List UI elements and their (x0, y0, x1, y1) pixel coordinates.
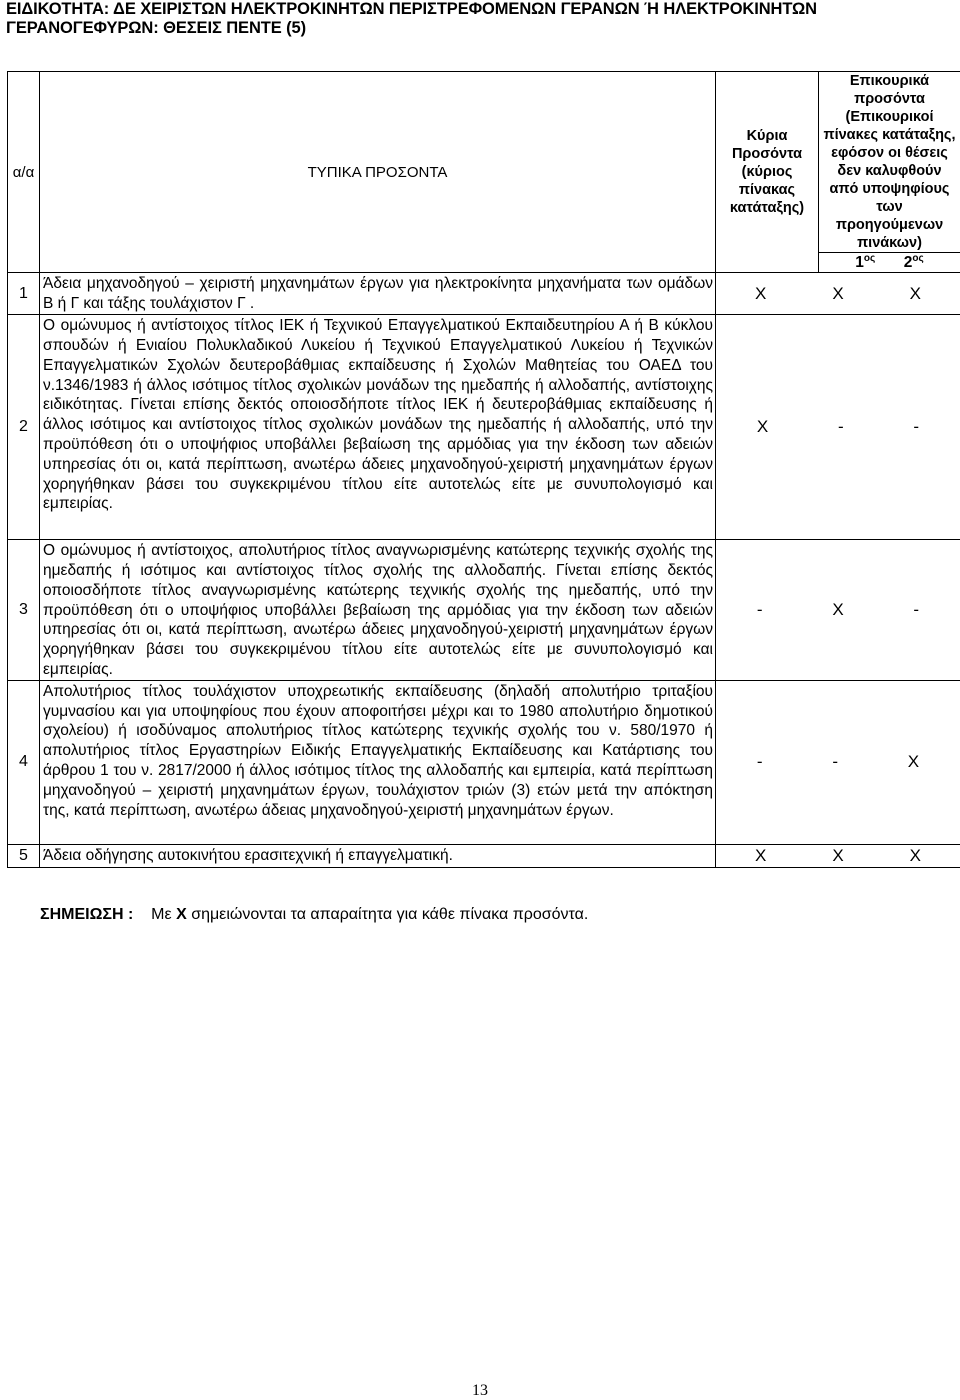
row-marks (716, 540, 960, 681)
row-text: Άδεια μηχανοδηγού – χειριστή μηχανημάτων έργων για ηλεκτροκίνητα μηχανήματα των ομάδων Β ή Γ και τάξης τουλάχιστον Γ . (40, 273, 716, 315)
note (40, 906, 588, 924)
row-number: 5 (8, 844, 40, 867)
page-number: 13 (472, 1382, 488, 1399)
mark-aux-second: Χ (907, 752, 920, 772)
mark-main: - (756, 599, 763, 619)
table-row (8, 315, 960, 540)
mark-aux-first: Χ (832, 599, 844, 619)
mark-aux-first: - (832, 752, 838, 772)
row-marks (716, 273, 960, 315)
note-text-before: Με (151, 906, 172, 923)
row-marks (716, 680, 960, 844)
header-second-auxiliary: $2^{o\varsigma}$ (903, 253, 924, 272)
mark-aux-first: Χ (832, 283, 844, 303)
row-text: Ο ομώνυμος ή αντίστοιχος, απολυτήριος τίτλος αναγνωρισμένης κατώτερης τεχνικής σχολής της ημεδαπής ή ισότιμος και αντίστοιχος τίτλος σχολής της αλλοδαπής. Γίνεται επίσης δεκτός οποιοσδήποτε τίτλος αναγνωρισμένης κατώτερης τεχνικής σχολής της ημεδαπής, υπό την προϋπόθεση ότι ο υποψήφιος υποβάλλει βεβαίωση της αρμόδιας για την έκδοση των αδειών υπηρεσίας ότι οι, κατά περίπτωση, ανωτέρω άδειες μηχανοδηγού-χειριστή μηχανημάτων έργων χορηγήθηκαν βάσει του συγκεκριμένου τίτλου είτε αυτοτελώς είτε με συνυπολογισμό και εμπειρίας. (40, 540, 716, 681)
table-header-row (8, 72, 960, 253)
mark-aux-second: - (913, 599, 920, 619)
header-first-auxiliary: $1^{o\varsigma}$ (855, 253, 876, 272)
note-text-after: σημειώνονται τα απαραίτητα για κάθε πίνακα προσόντα. (191, 906, 589, 923)
mark-aux-second: - (913, 417, 920, 437)
row-number: 4 (8, 680, 40, 844)
mark-main: Χ (754, 283, 767, 303)
mark-aux-second: Χ (909, 845, 921, 865)
mark-main: Χ (754, 845, 767, 865)
row-text: Άδεια οδήγησης αυτοκινήτου ερασιτεχνική ή επαγγελματική. (40, 844, 716, 867)
header-typical-qualifications: ΤΥΠΙΚΑ ΠΡΟΣΟΝΤΑ (40, 72, 716, 273)
mark-aux-first: - (837, 417, 844, 437)
row-number: 2 (8, 315, 40, 540)
mark-aux-first: Χ (832, 845, 844, 865)
row-marks (716, 315, 960, 540)
mark-main: - (756, 752, 763, 772)
row-text: Απολυτήριος τίτλος τουλάχιστον υποχρεωτικής εκπαίδευσης (δηλαδή απολυτήριο τριταξίου γυμνασίου και για υποψηφίους που έχουν αποφοιτήσει μέχρι και το 1980 απολυτήριο δημοτικού σχολείου) ή ισοδύναμος απολυτήριος τίτλος κατώτερης τεχνικής σχολής του ν. 580/1970 ή απολυτήριος τίτλος Εργαστηρίων Ειδικής Επαγγελματικής Εκπαίδευσης και Κατάρτισης του άρθρου 1 του ν. 2817/2000 ή άλλος ισότιμος τίτλος της αλλοδαπής και εμπειρία, κατά περίπτωση μηχανοδηγού – χειριστή μηχανημάτων έργων, τουλάχιστον τριών (3) ετών μετά την απόκτηση της, κατά περίπτωση, ανωτέρω άδειας μηχανοδηγού-χειριστή μηχανημάτων έργων. (40, 680, 716, 844)
header-ordinals (819, 253, 960, 273)
note-label: ΣΗΜΕΙΩΣΗ : (40, 906, 134, 923)
mark-aux-second: Χ (909, 283, 921, 303)
table-row (8, 680, 960, 844)
note-bold-word: Χ (176, 906, 187, 923)
row-marks (716, 844, 960, 867)
table-row (8, 273, 960, 315)
table-row (8, 844, 960, 867)
row-number: 1 (8, 273, 40, 315)
document-heading: ΕΙΔΙΚΟΤΗΤΑ: ΔΕ ΧΕΙΡΙΣΤΩΝ ΗΛΕΚΤΡΟΚΙΝΗΤΩΝ ΠΕΡΙΣΤΡΕΦΟΜΕΝΩΝ ΓΕΡΑΝΩΝ Ή ΗΛΕΚΤΡΟΚΙΝΗΤΩΝ ΓΕΡΑΝΟΓΕΦΥΡΩΝ: ΘΕΣΕΙΣ ΠΕΝΤΕ (5) (6, 0, 817, 37)
table-row (8, 540, 960, 681)
qualifications-table (7, 71, 960, 868)
header-aa: α/α (8, 72, 40, 273)
mark-main: Χ (756, 417, 769, 437)
header-main-qualifications: Κύρια Προσόντα (κύριος πίνακας κατάταξης) (716, 72, 819, 273)
header-auxiliary-qualifications: Επικουρικά προσόντα (Επικουρικοί πίνακες κατάταξης, εφόσον οι θέσεις δεν καλυφθούν από υποψηφίους των προηγούμενων πινάκων) (819, 72, 960, 253)
row-number: 3 (8, 540, 40, 681)
row-text: Ο ομώνυμος ή αντίστοιχος τίτλος ΙΕΚ ή Τεχνικού Επαγγελματικού Εκπαιδευτηρίου Α ή Β κύκλου σπουδών ή Ενιαίου Πολυκλαδικού Λυκείου ή Τεχνικού Επαγγελματικού Λυκείου ή Τεχνικών Επαγγελματικών Σχολών δευτεροβάθμιας εκπαίδευσης ή Σχολών Μαθητείας του ΟΑΕΔ του ν.1346/1983 ή άλλος ισότιμος τίτλος σχολικών μονάδων της ημεδαπής ή αλλοδαπής, αντίστοιχης ειδικότητας. Γίνεται επίσης δεκτός οποιοσδήποτε τίτλος ΙΕΚ ή δευτεροβάθμιας εκπαίδευσης ή άλλος ισότιμος και αντίστοιχος τίτλος σχολικών μονάδων της ημεδαπής ή αλλοδαπής, υπό την προϋπόθεση ότι ο υποψήφιος υποβάλλει βεβαίωση της αρμόδιας για την έκδοση των αδειών υπηρεσίας ότι οι, κατά περίπτωση, ανωτέρω άδειες μηχανοδηγού-χειριστή μηχανημάτων έργων χορηγήθηκαν βάσει του συγκεκριμένου τίτλου είτε αυτοτελώς είτε με συνυπολογισμό και εμπειρίας. (40, 315, 716, 540)
